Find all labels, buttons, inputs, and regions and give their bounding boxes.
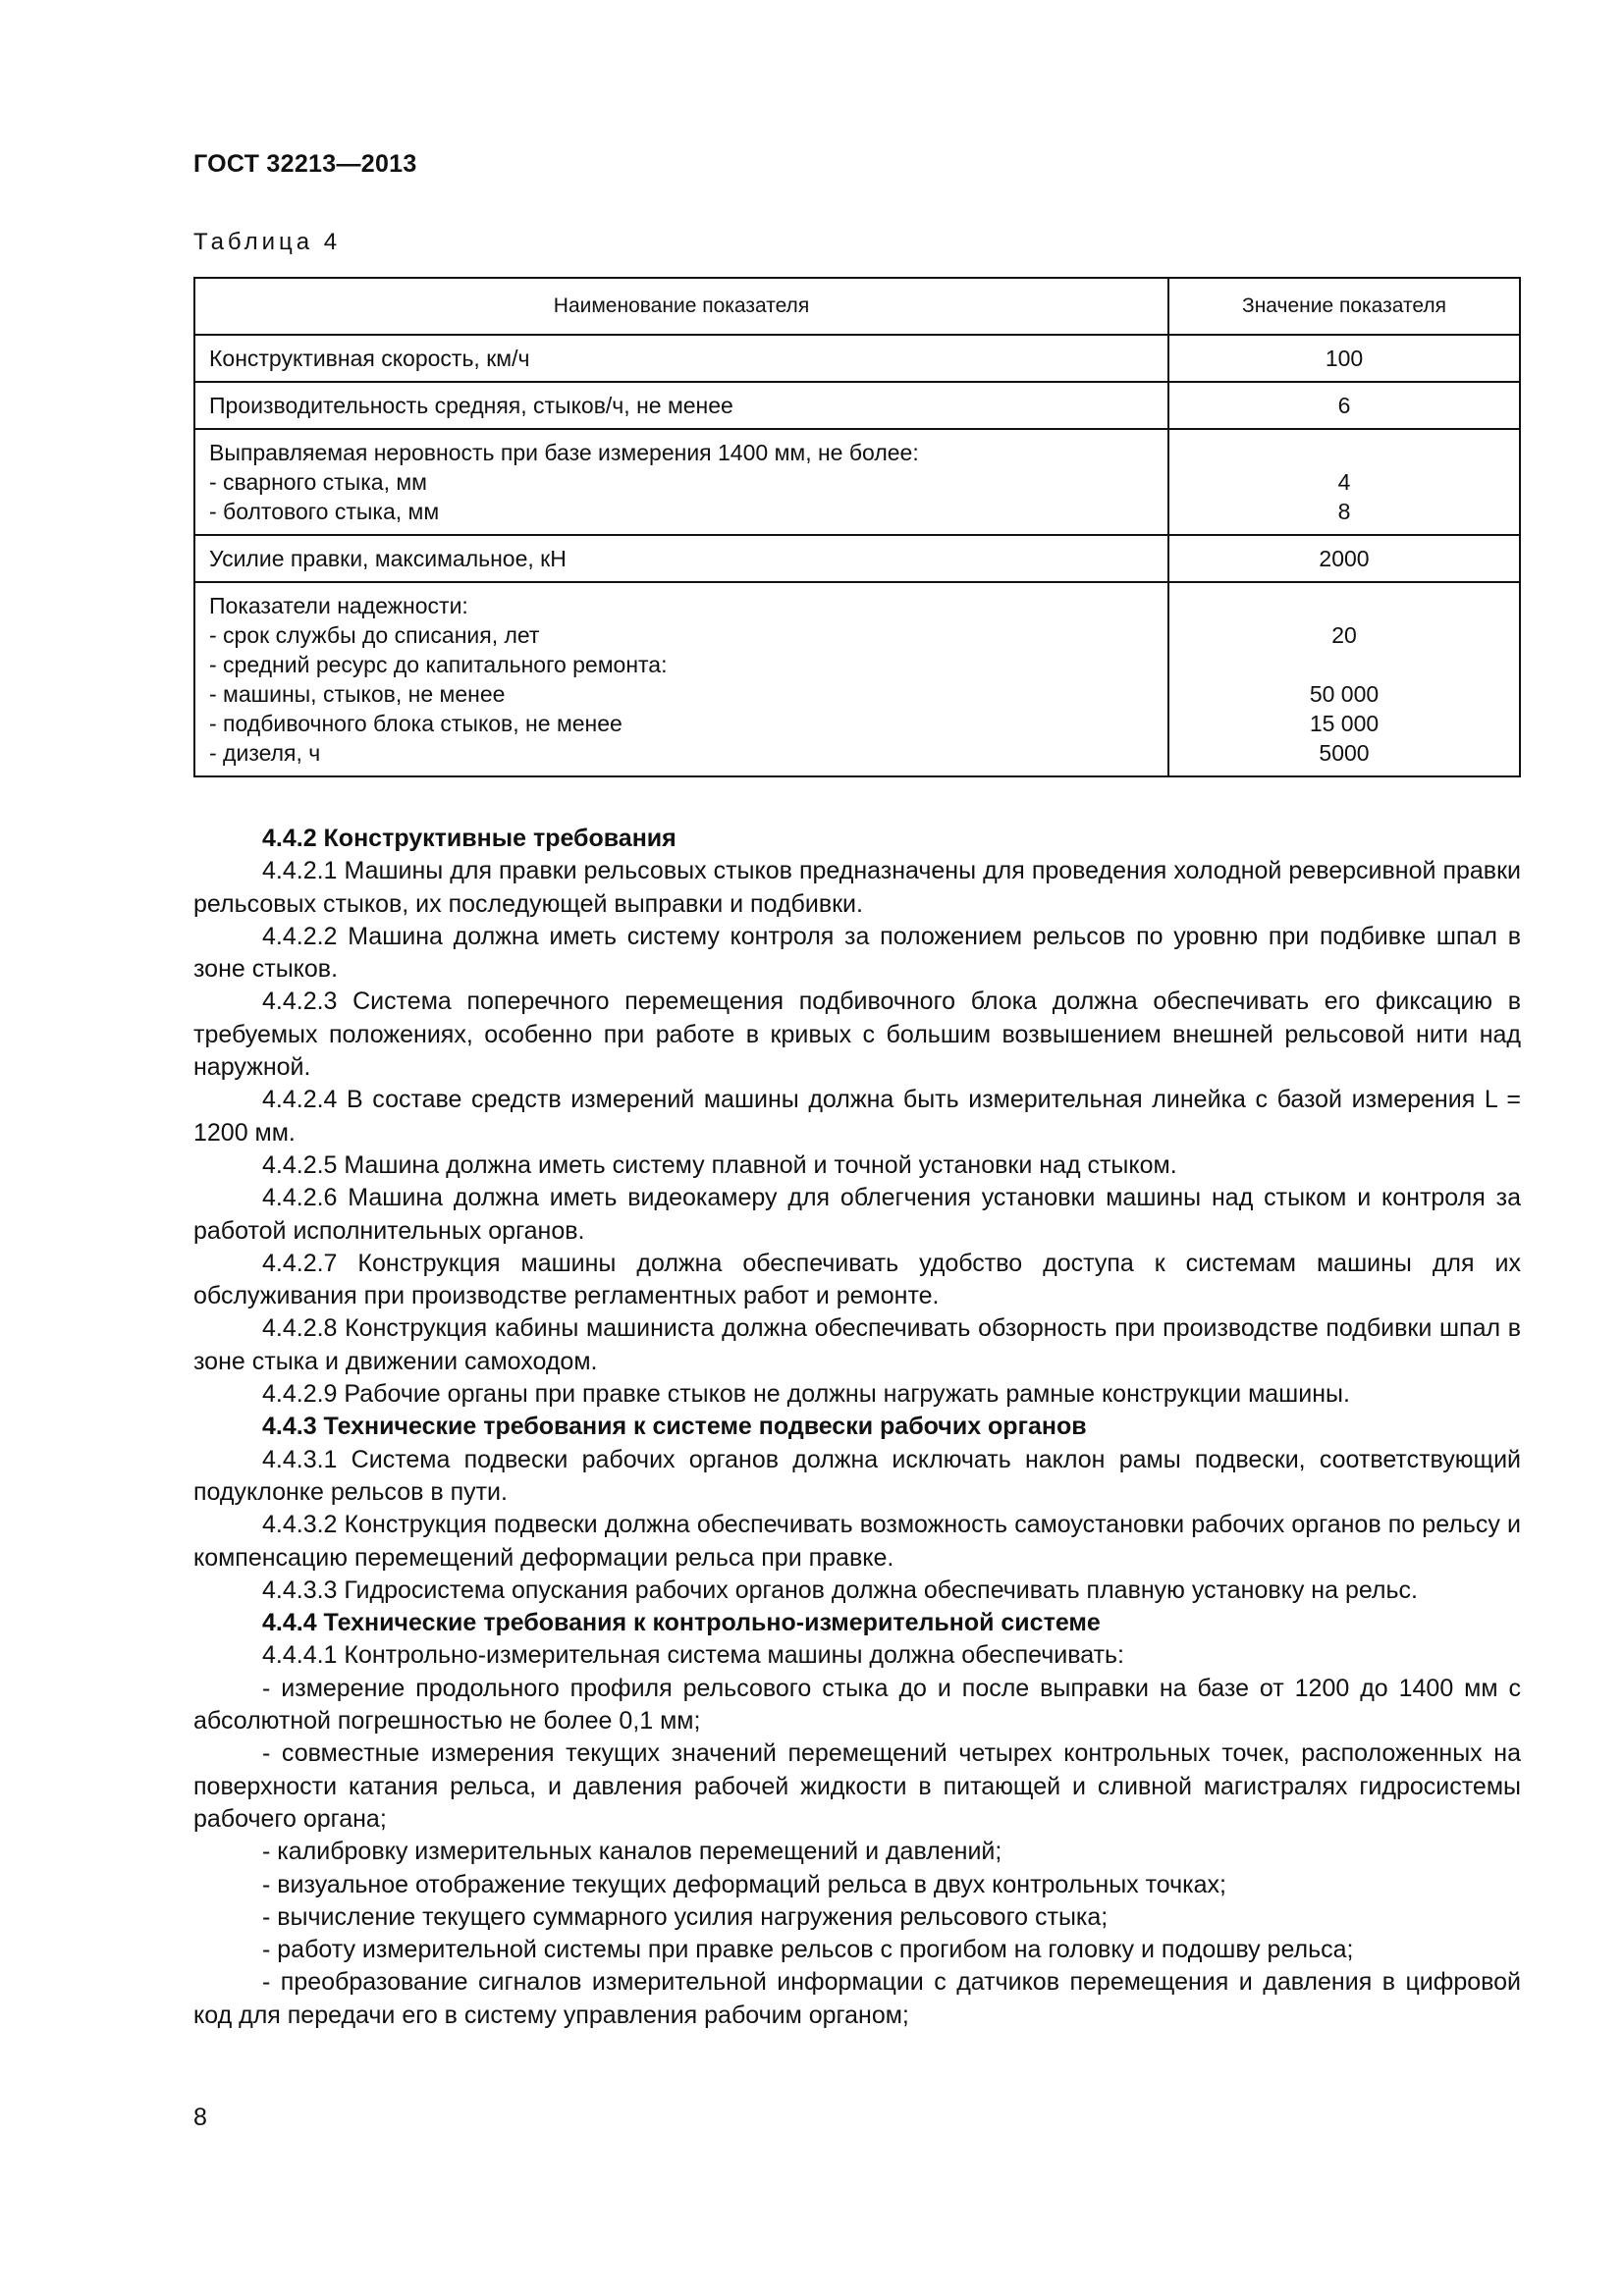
paragraph: - совместные измерения текущих значений перемещений четырех контрольных точек, расположенных на поверхности катания рельса, и давления рабочей жидкости в питающей и сливной магистралях гидросистемы рабочего органа; xyxy=(193,1739,1521,1833)
paragraph: 4.4.2.3 Система поперечного перемещения подбивочного блока должна обеспечивать его фиксацию в требуемых положениях, особенно при работе в кривых с большим возвышением внешней рельсовой нити над наружной. xyxy=(193,988,1521,1082)
indicator-value-cell xyxy=(1168,582,1520,776)
paragraph: 4.4.2.7 Конструкция машины должна обеспечивать удобство доступа к системам машины для их обслуживания при производстве регламентных работ и ремонте. xyxy=(193,1249,1521,1310)
paragraph: 4.4.4.1 Контрольно-измерительная система машины должна обеспечивать: xyxy=(262,1641,1125,1670)
indicator-value-line xyxy=(1179,438,1509,467)
indicator-name-line: Производительность средняя, стыков/ч, не менее xyxy=(209,393,733,418)
paragraph: 4.4.2.5 Машина должна иметь систему плавной и точной установки над стыком. xyxy=(262,1150,1177,1179)
indicator-value-cell xyxy=(1168,335,1520,382)
indicator-value-line xyxy=(1179,591,1509,620)
indicator-name-cell xyxy=(194,335,1168,382)
indicator-value-line: 8 xyxy=(1337,499,1351,524)
indicator-name-line: - болтового стыка, мм xyxy=(209,499,440,524)
indicator-value-line: 5000 xyxy=(1319,740,1370,766)
section-heading: 4.4.3 Технические требования к системе подвески рабочих органов xyxy=(262,1413,1087,1441)
indicator-value-cell xyxy=(1168,382,1520,429)
indicator-value-cell xyxy=(1168,429,1520,535)
paragraph: 4.4.3.1 Система подвески рабочих органов должна исключать наклон рамы подвески, соответствующий подуклонке рельсов в пути. xyxy=(193,1445,1521,1506)
table-row xyxy=(194,335,1520,382)
paragraph: 4.4.3.3 Гидросистема опускания рабочих органов должна обеспечивать плавную установку на рельс. xyxy=(262,1575,1418,1604)
paragraph: 4.4.2.2 Машина должна иметь систему контроля за положением рельсов по уровню при подбивке шпал в зоне стыков. xyxy=(193,922,1521,984)
section-heading: 4.4.2 Конструктивные требования xyxy=(262,825,677,852)
indicator-name-line: Усилие правки, максимальное, кН xyxy=(209,546,567,571)
indicator-name-cell xyxy=(194,535,1168,582)
paragraph: - калибровку измерительных каналов перемещений и давлений; xyxy=(262,1838,1002,1866)
paragraph: 4.4.2.9 Рабочие органы при правке стыков не должны нагружать рамные конструкции машины. xyxy=(262,1380,1350,1409)
paragraph: - вычисление текущего суммарного усилия нагружения рельсового стыка; xyxy=(262,1902,1109,1931)
indicator-name-cell xyxy=(194,429,1168,535)
indicator-name-line: Выправляемая неровность при базе измерения 1400 мм, не более: xyxy=(209,440,919,465)
indicator-value-line: 6 xyxy=(1337,393,1351,418)
indicator-name-line: Конструктивная скорость, км/ч xyxy=(209,346,530,371)
indicator-value-line: 50 000 xyxy=(1309,681,1380,707)
indicator-value-line: 100 xyxy=(1325,346,1364,371)
document-id: ГОСТ 32213—2013 xyxy=(193,150,417,178)
section-heading: 4.4.4 Технические требования к контрольно-измерительной системе xyxy=(262,1609,1101,1637)
paragraph: 4.4.2.4 В составе средств измерений машины должна быть измерительная линейка с базой измерения L = 1200 мм. xyxy=(193,1086,1521,1147)
spec-table xyxy=(193,277,1521,777)
paragraph: - измерение продольного профиля рельсового стыка до и после выправки на базе от 1200 до 1400 мм с абсолютной погрешностью не более 0,1 мм; xyxy=(193,1674,1521,1735)
indicator-name-line: - сварного стыка, мм xyxy=(209,469,427,495)
table-header-row xyxy=(194,278,1520,335)
indicator-value-line: 20 xyxy=(1331,622,1357,648)
paragraph: 4.4.2.1 Машины для правки рельсовых стыков предназначены для проведения холодной реверсивной правки рельсовых стыков, их последующей выправки и подбивки. xyxy=(193,857,1521,918)
indicator-value-line: 4 xyxy=(1337,469,1351,495)
indicator-value-cell xyxy=(1168,535,1520,582)
page-number: 8 xyxy=(193,2104,207,2131)
table-row xyxy=(194,429,1520,535)
indicator-name-line: Показатели надежности: xyxy=(209,593,468,618)
table-row xyxy=(194,382,1520,429)
paragraph: - преобразование сигналов измерительной информации с датчиков перемещения и давления в цифровой код для передачи его в систему управления рабочим органом; xyxy=(193,1968,1521,2029)
indicator-name-cell xyxy=(194,382,1168,429)
column-header-value: Значение показателя xyxy=(1168,278,1520,335)
indicator-name-line: - дизеля, ч xyxy=(209,740,321,766)
indicator-value-line: 2000 xyxy=(1319,546,1370,571)
paragraph: - работу измерительной системы при правке рельсов с прогибом на головку и подошву рельса; xyxy=(262,1936,1354,1964)
indicator-name-cell xyxy=(194,582,1168,776)
table-row xyxy=(194,535,1520,582)
indicator-name-line: - машины, стыков, не менее xyxy=(209,681,506,707)
indicator-name-line: - подбивочного блока стыков, не менее xyxy=(209,711,623,736)
column-header-name: Наименование показателя xyxy=(194,278,1168,335)
table-row xyxy=(194,582,1520,776)
paragraph: 4.4.2.6 Машина должна иметь видеокамеру для облегчения установки машины над стыком и контроля за работой исполнительных органов. xyxy=(193,1184,1521,1245)
paragraph: - визуальное отображение текущих деформаций рельса в двух контрольных точках; xyxy=(262,1870,1227,1898)
paragraph: 4.4.3.2 Конструкция подвески должна обеспечивать возможность самоустановки рабочих органов по рельсу и компенсацию перемещений деформации рельса при правке. xyxy=(193,1511,1521,1572)
indicator-name-line: - срок службы до списания, лет xyxy=(209,622,540,648)
table-caption: Таблица 4 xyxy=(193,229,342,255)
indicator-value-line: 15 000 xyxy=(1309,711,1380,736)
indicator-name-line: - средний ресурс до капитального ремонта: xyxy=(209,652,668,677)
paragraph: 4.4.2.8 Конструкция кабины машиниста должна обеспечивать обзорность при производстве подбивки шпал в зоне стыка и движении самоходом. xyxy=(193,1314,1521,1375)
indicator-value-line xyxy=(1179,650,1509,679)
document-body xyxy=(193,823,1521,2032)
